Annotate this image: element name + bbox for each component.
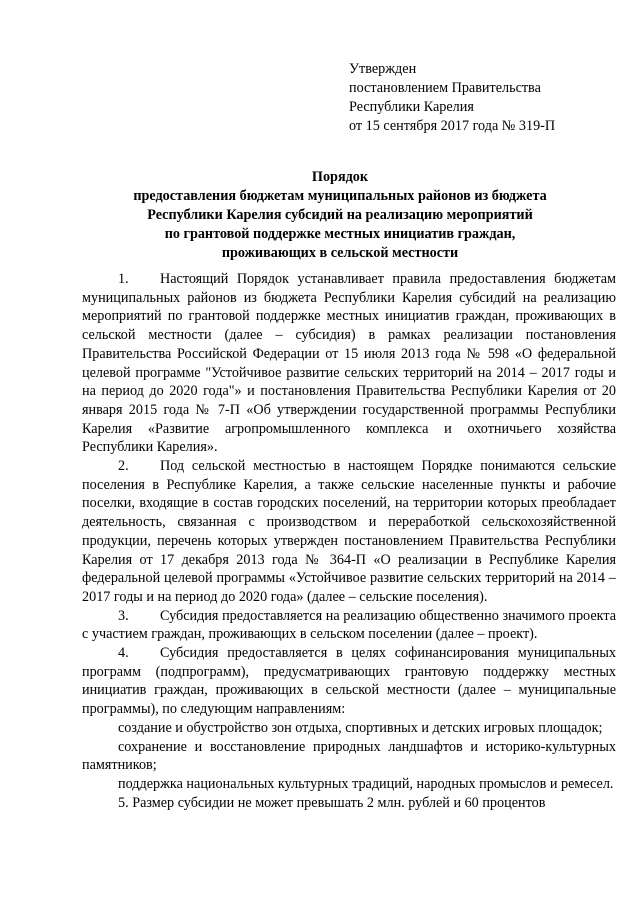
paragraph-text: Под сельской местностью в настоящем Порядке понимаются сельские поселения в Республике Карелия, а также сельские населенные пункты и рабочие поселки, входящие в состав городских поселений, на территории которых преобладает деятельность, связанная с производством и переработкой сельскохозяйственной продукции, перечень которых утвержден постановлением Правительства Республики Карелия от 17 декабря 2013 года № 364-П «О реализации в Республике Карелия федеральной целевой программы «Устойчивое развитие сельских территорий на 2014 – 2017 годы и на период до 2020 года» (далее – сельские поселения). — [82, 458, 616, 605]
approval-stamp — [349, 60, 555, 136]
title-line-4: по грантовой поддержке местных инициатив граждан, — [164, 226, 516, 242]
approval-line-2: постановлением Правительства — [349, 80, 541, 96]
title-line-1: Порядок — [311, 169, 369, 185]
approval-line-3: Республики Карелия — [349, 99, 474, 115]
direction-item-3: поддержка национальных культурных традиций, народных промыслов и ремесел. — [118, 775, 614, 792]
paragraph-1 — [82, 270, 616, 457]
direction-item-1: создание и обустройство зон отдыха, спортивных и детских игровых площадок; — [118, 719, 603, 736]
paragraph-text: Субсидия предоставляется в целях софинансирования муниципальных программ (подпрограмм), предусматривающих грантовую поддержку местных инициатив граждан, проживающих в сельской местности (далее – муниципальные программы), по следующим направлениям: — [82, 645, 616, 718]
paragraph-3 — [82, 607, 616, 644]
paragraph-text: Настоящий Порядок устанавливает правила предоставления бюджетам муниципальных районов из бюджета Республики Карелия субсидий на реализацию мероприятий по грантовой поддержке местных инициатив граждан, проживающих в сельской местности (далее – субсидия) в рамках реализации постановления Правительства Российской Федерации от 15 июля 2013 года № 598 «О федеральной целевой программе "Устойчивое развитие сельских территорий на 2014 – 2017 годы и на период до 2020 года"» и постановления Правительства Республики Карелия от 20 января 2015 года № 7-П «Об утверждении государственной программы Республики Карелия «Развитие агропромышленного комплекса и охотничьего хозяйства Республики Карелия». — [82, 271, 616, 456]
approval-line-4: от 15 сентября 2017 года № 319-П — [349, 118, 556, 134]
paragraph-number: 1. — [118, 271, 129, 287]
direction-item-2: сохранение и восстановление природных ландшафтов и историко-культурных памятников; — [82, 738, 616, 774]
document-body — [82, 270, 616, 812]
paragraph-number: 3. — [118, 607, 129, 624]
paragraph-4 — [82, 644, 616, 719]
paragraph-2 — [82, 457, 616, 607]
title-line-2: предоставления бюджетам муниципальных районов из бюджета — [133, 188, 547, 204]
title-line-3: Республики Карелия субсидий на реализацию мероприятий — [147, 207, 533, 223]
paragraph-text: Субсидия предоставляется на реализацию общественно значимого проекта с участием граждан, проживающих в сельском поселении (далее – проект). — [82, 607, 616, 643]
title-line-5: проживающих в сельской местности — [221, 245, 459, 261]
approval-line-1: Утвержден — [349, 61, 417, 77]
paragraph-number: 2. — [118, 458, 129, 475]
document-title — [60, 168, 620, 263]
paragraph-number: 4. — [118, 645, 129, 662]
paragraph-5: 5. Размер субсидии не может превышать 2 млн. рублей и 60 процентов — [118, 794, 546, 811]
